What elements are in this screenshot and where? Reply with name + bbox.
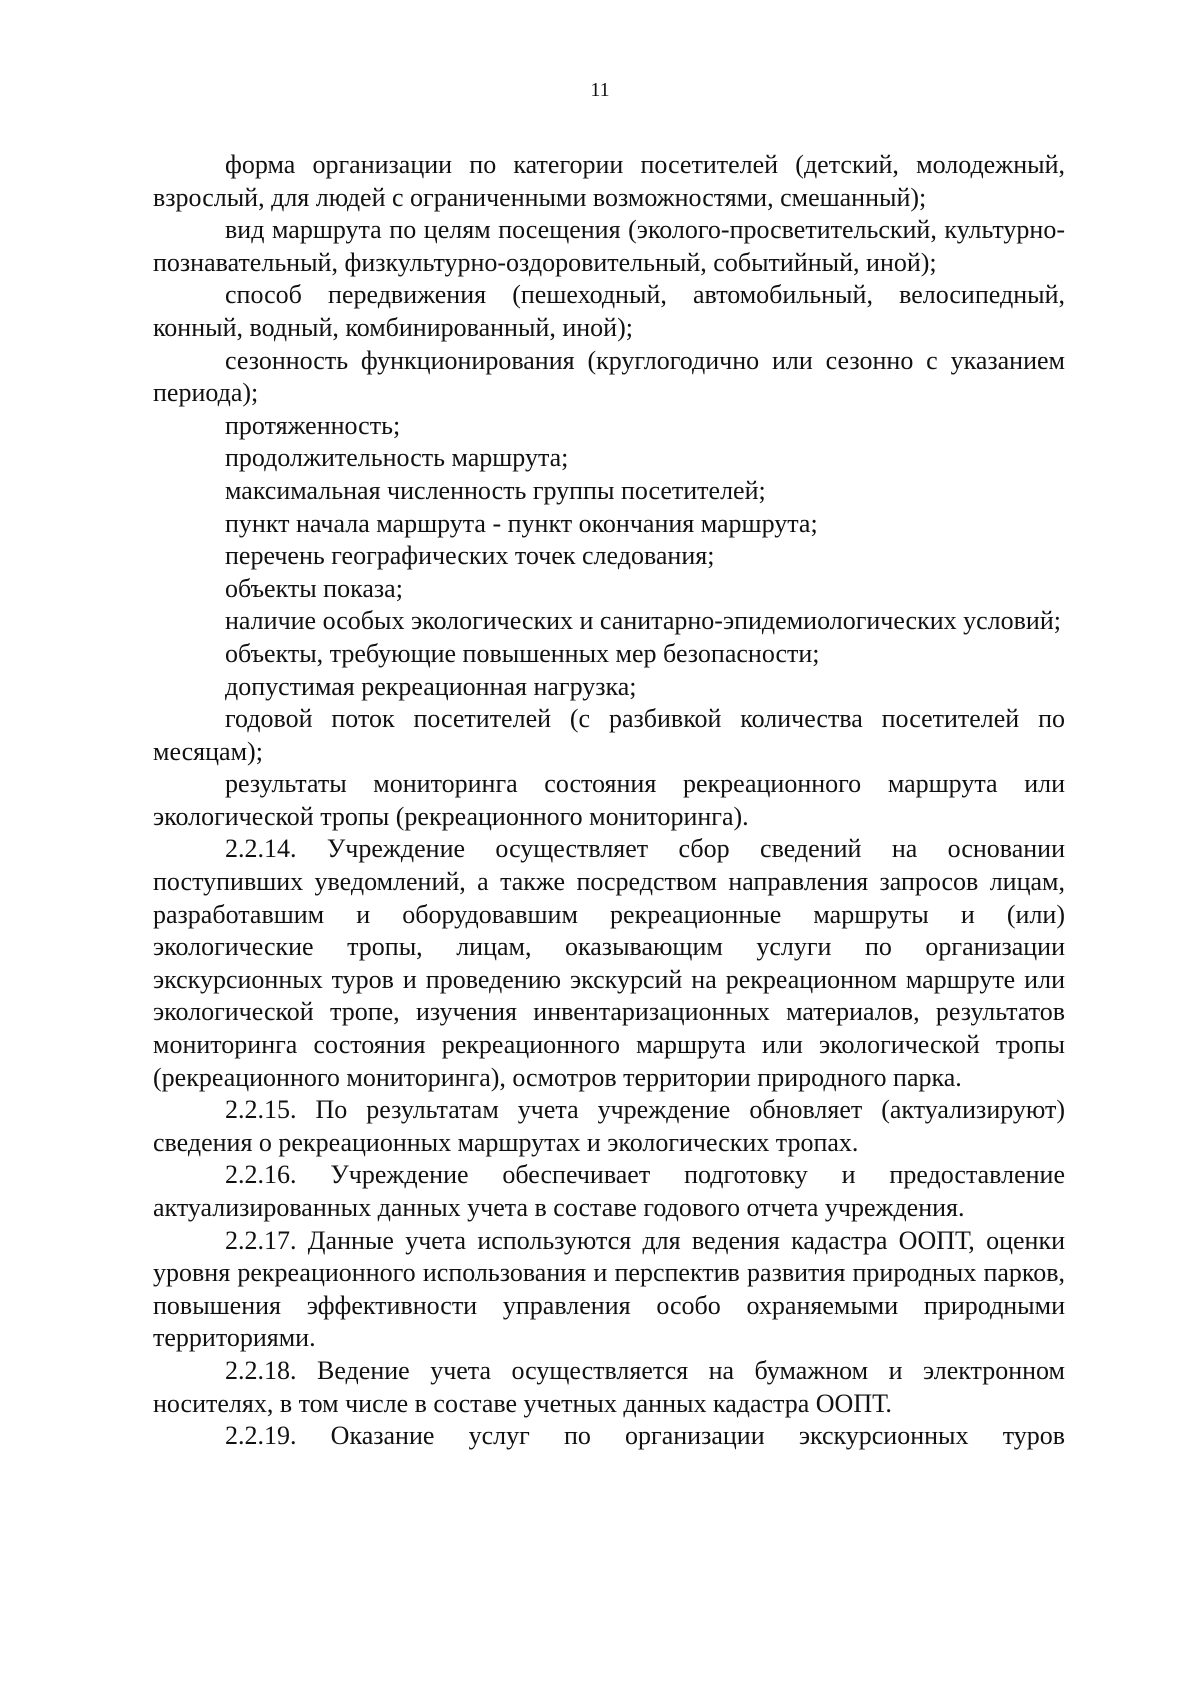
list-item-visitor-category: форма организации по категории посетителей (детский, молодежный, взрослый, для людей с ограниченными возможностями, смешанный); xyxy=(153,150,1065,212)
clause-2-2-14: 2.2.14. Учреждение осуществляет сбор сведений на основании поступивших уведомлений, а также посредством направления запросов лицам, разработавшим и оборудовавшим рекреационные маршруты и (или) экологические тропы, лицам, оказывающим услуги по организации экскурсионных туров и проведению экскурсий на рекреационном маршруте или экологической тропе, изучения инвентаризационных материалов, результатов мониторинга состояния рекреационного маршрута или экологической тропы (рекреационного мониторинга), осмотров территории природного парка. xyxy=(153,834,1065,1092)
list-item-recreational-load: допустимая рекреационная нагрузка; xyxy=(225,671,637,701)
page-number: 11 xyxy=(590,79,610,101)
list-item-annual-flow: годовой поток посетителей (с разбивкой количества посетителей по месяцам); xyxy=(153,704,1065,766)
list-item-route-purpose: вид маршрута по целям посещения (эколого-просветительский, культурно-познавательный, физкультурно-оздоровительный, событийный, иной); xyxy=(153,215,1065,277)
list-item-special-conditions: наличие особых экологических и санитарно-эпидемиологических условий; xyxy=(225,606,1061,636)
list-item-waypoints: перечень географических точек следования; xyxy=(225,541,715,571)
list-item-length: протяженность; xyxy=(225,410,401,440)
clause-2-2-16: 2.2.16. Учреждение обеспечивает подготовку и предоставление актуализированных данных учета в составе годового отчета учреждения. xyxy=(153,1160,1065,1222)
list-item-seasonality: сезонность функционирования (круглогодично или сезонно с указанием периода); xyxy=(153,345,1065,408)
list-item-monitoring-results: результаты мониторинга состояния рекреационного маршрута или экологической тропы (рекреационного мониторинга). xyxy=(153,769,1065,831)
list-item-sights: объекты показа; xyxy=(225,573,403,603)
document-text xyxy=(153,149,1065,1453)
clause-2-2-15: 2.2.15. По результатам учета учреждение обновляет (актуализируют) сведения о рекреационных маршрутах и экологических тропах. xyxy=(153,1095,1065,1157)
list-item-duration: продолжительность маршрута; xyxy=(225,443,569,473)
list-item-travel-mode: способ передвижения (пешеходный, автомобильный, велосипедный, конный, водный, комбинированный, иной); xyxy=(153,280,1065,342)
clause-2-2-19: 2.2.19. Оказание услуг по организации экскурсионных туров xyxy=(225,1421,1065,1451)
clause-2-2-18: 2.2.18. Ведение учета осуществляется на бумажном и электронном носителях, в том числе в составе учетных данных кадастра ООПТ. xyxy=(153,1355,1065,1418)
list-item-start-end: пункт начала маршрута - пункт окончания маршрута; xyxy=(225,508,818,538)
list-item-group-size: максимальная численность группы посетителей; xyxy=(225,475,766,505)
clause-2-2-17: 2.2.17. Данные учета используются для ведения кадастра ООПТ, оценки уровня рекреационного использования и перспектив развития природных парков, повышения эффективности управления особо охраняемыми природными территориями. xyxy=(153,1225,1065,1353)
list-item-safety-objects: объекты, требующие повышенных мер безопасности; xyxy=(225,638,820,668)
